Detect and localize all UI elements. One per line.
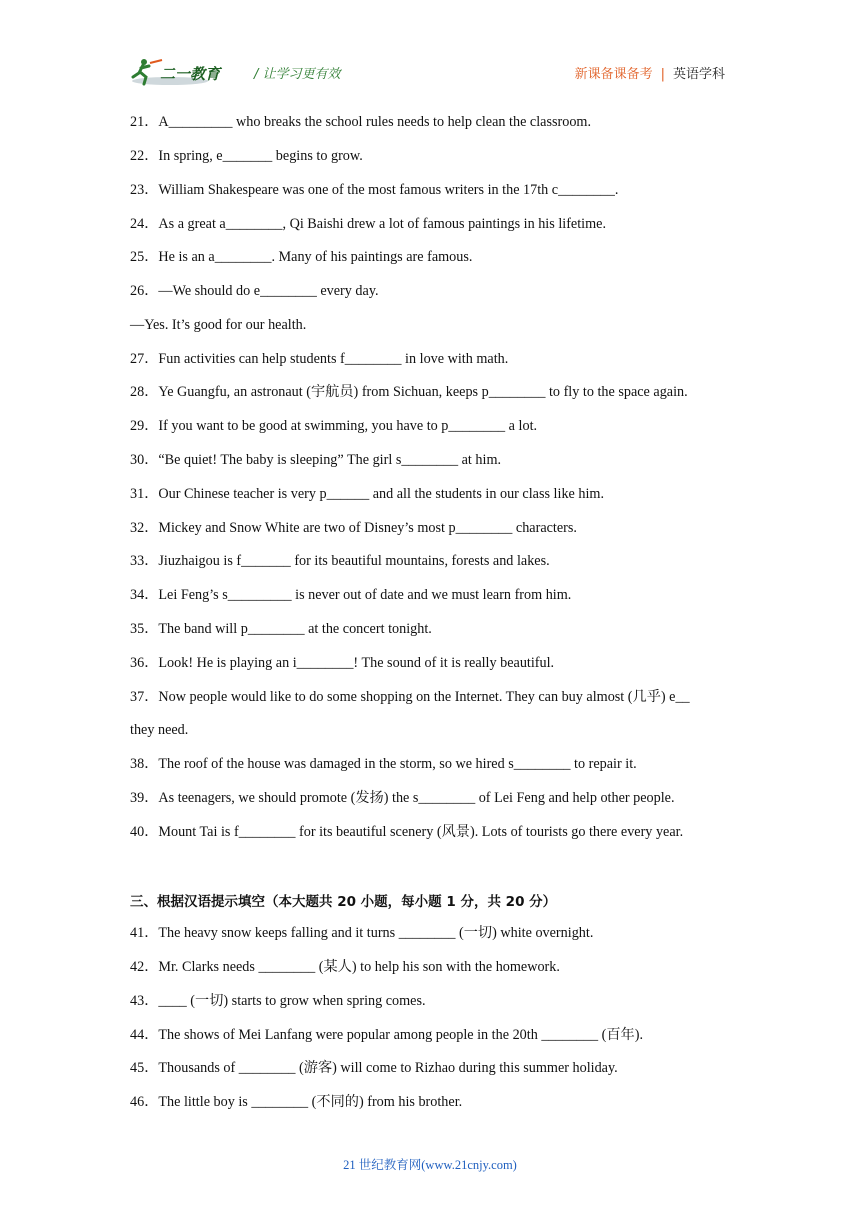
question-line: 29．If you want to be good at swimming, you have to p________ a lot. xyxy=(130,418,538,434)
question-line: 30．“Be quiet! The baby is sleeping” The girl s________ at him. xyxy=(130,452,502,468)
question-line: they need. xyxy=(130,722,189,738)
question-line: 32．Mickey and Snow White are two of Disney’s most p________ characters. xyxy=(130,520,577,536)
header-course-label: 新课备课备考 xyxy=(574,67,653,82)
question-line: 36．Look! He is playing an i________! The sound of it is really beautiful. xyxy=(130,655,555,671)
question-line: 23．William Shakespeare was one of the most famous writers in the 17th c________. xyxy=(130,182,619,198)
question-line: 35．The band will p________ at the concert tonight. xyxy=(130,621,432,637)
question-line: 22．In spring, e_______ begins to grow. xyxy=(130,148,363,164)
question-line: 31．Our Chinese teacher is very p______ and all the students in our class like him. xyxy=(130,486,604,502)
svg-text:二一教育: 二一教育 xyxy=(160,65,221,83)
question-line: 34．Lei Feng’s s_________ is never out of date and we must learn from him. xyxy=(130,587,572,603)
question-line: 25．He is an a________. Many of his paintings are famous. xyxy=(130,249,473,265)
question-line: 41．The heavy snow keeps falling and it turns ________ (一切) white overnight. xyxy=(130,925,594,941)
question-line: 27．Fun activities can help students f________ in love with math. xyxy=(130,351,509,367)
question-line: 40．Mount Tai is f________ for its beautiful scenery (风景). Lots of tourists go there every year. xyxy=(130,824,684,840)
question-line: 33．Jiuzhaigou is f_______ for its beautiful mountains, forests and lakes. xyxy=(130,553,550,569)
question-line: 38．The roof of the house was damaged in the storm, so we hired s________ to repair it. xyxy=(130,756,637,772)
question-line: 45．Thousands of ________ (游客) will come to Rizhao during this summer holiday. xyxy=(130,1060,618,1076)
question-line: 39．As teenagers, we should promote (发扬) the s________ of Lei Feng and help other people. xyxy=(130,790,675,806)
header-separator: | xyxy=(660,67,665,82)
header-slogan: / 让学习更有效 xyxy=(254,67,341,82)
page-footer: 21 世纪教育网(www.21cnjy.com) xyxy=(343,1158,517,1172)
question-line: 44．The shows of Mei Lanfang were popular among people in the 20th ________ (百年). xyxy=(130,1027,644,1043)
header-subject-label: 英语学科 xyxy=(672,67,725,82)
page-header xyxy=(130,55,730,95)
question-line: 24．As a great a________, Qi Baishi drew a lot of famous paintings in his lifetime. xyxy=(130,216,606,232)
question-line: 42．Mr. Clarks needs ________ (某人) to help his son with the homework. xyxy=(130,959,560,975)
question-line: 37．Now people would like to do some shopping on the Internet. They can buy almost (几乎) e__ xyxy=(130,689,690,705)
question-line: 26．—We should do e________ every day. xyxy=(130,283,379,299)
site-logo xyxy=(130,57,238,87)
section-title: 三、根据汉语提示填空（本大题共 20 小题，每小题 1 分，共 20 分） xyxy=(130,894,557,910)
header-subject xyxy=(575,63,725,82)
question-line: 28．Ye Guangfu, an astronaut (宇航员) from Sichuan, keeps p________ to fly to the space again. xyxy=(130,384,688,400)
question-line: 46．The little boy is ________ (不同的) from his brother. xyxy=(130,1094,463,1110)
question-line: —Yes. It’s good for our health. xyxy=(130,317,307,333)
question-line: 43．____ (一切) starts to grow when spring comes. xyxy=(130,993,426,1009)
question-line: 21．A_________ who breaks the school rules needs to help clean the classroom. xyxy=(130,114,591,130)
